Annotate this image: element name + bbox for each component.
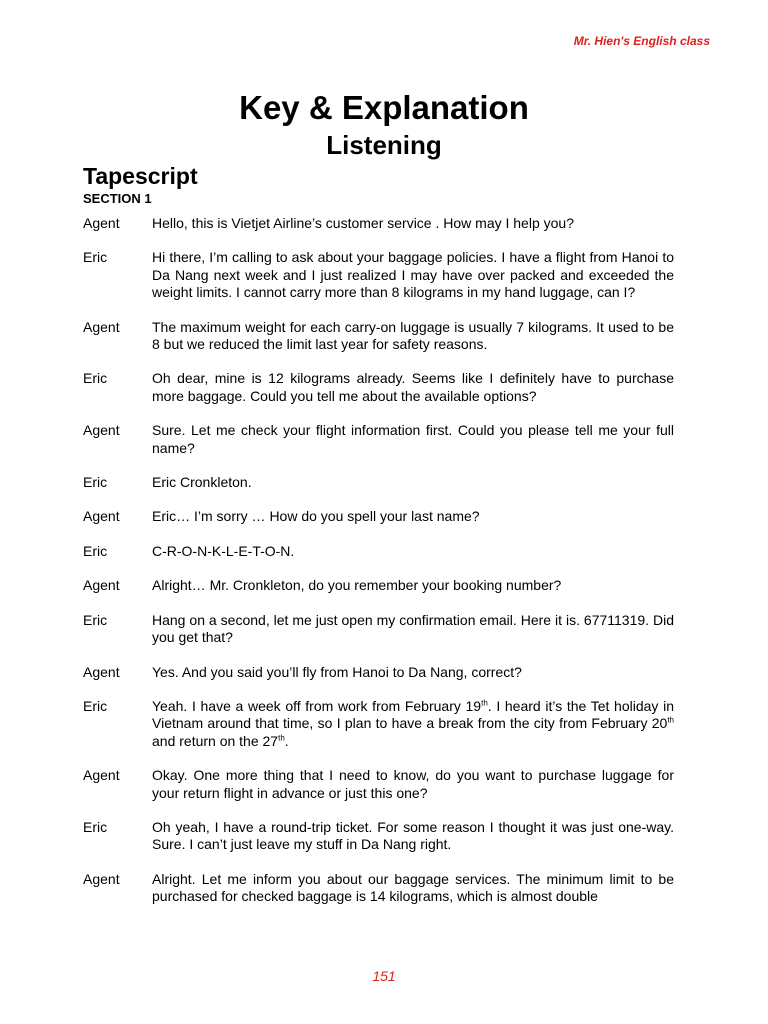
speaker-name: Agent <box>83 870 120 887</box>
speaker-name: Eric <box>83 542 108 559</box>
dialogue-turn <box>83 249 674 301</box>
dialogue-turn <box>83 370 674 405</box>
line-text: Hang on a second, let me just open my confirmation email. Here it is. 67711319. Did you get that? <box>152 611 674 646</box>
speaker-line <box>152 508 674 525</box>
line-text: Oh dear, mine is 12 kilograms already. Seems like I definitely have to purchase more baggage. Could you tell me about the available options? <box>152 370 674 404</box>
speaker-line <box>152 370 674 405</box>
line-text: Alright. Let me inform you about our baggage services. The minimum limit to be purchased for checked baggage is 14 kilograms, which is almost double <box>152 870 674 905</box>
speaker-line <box>152 698 674 750</box>
dialogue-turn <box>83 577 674 594</box>
dialogue-turn <box>83 474 674 491</box>
line-text: Hi there, I’m calling to ask about your baggage policies. I have a flight from Hanoi to Da Nang next week and I just realized I may have over packed and exceeded the weight limits. I cannot carry more than 8 kilograms in my hand luggage, can I? <box>152 249 674 301</box>
speaker-name: Agent <box>83 318 120 335</box>
dialogue-turn <box>83 664 674 681</box>
speaker-name: Agent <box>83 767 120 784</box>
speaker-line <box>152 543 674 560</box>
ordinal-suffix: th <box>667 715 674 725</box>
speaker-name: Agent <box>83 422 120 439</box>
speaker-name: Agent <box>83 215 120 231</box>
line-text: Eric… I’m sorry … How do you spell your last name? <box>152 508 480 525</box>
page-subtitle: Listening <box>326 130 442 160</box>
dialogue-turn <box>83 215 674 232</box>
speaker-line <box>152 664 674 681</box>
speaker-line <box>152 871 674 906</box>
dialogue-turn <box>83 698 674 750</box>
line-text: The maximum weight for each carry-on luggage is usually 7 kilograms. It used to be 8 but we reduced the limit last year for safety reasons. <box>152 318 674 353</box>
section-heading: Tapescript <box>83 163 198 189</box>
page-title: Key & Explanation <box>239 89 529 126</box>
speaker-line <box>152 422 674 457</box>
dialogue-turn <box>83 767 674 802</box>
speaker-name: Eric <box>83 697 108 714</box>
line-text: Eric Cronkleton. <box>152 474 252 491</box>
line-text: Alright… Mr. Cronkleton, do you remember your booking number? <box>152 577 562 594</box>
speaker-line <box>152 819 674 854</box>
line-text: Hello, this is Vietjet Airline’s customer service . How may I help you? <box>152 215 574 231</box>
header-note: Mr. Hien's English class <box>573 34 710 48</box>
speaker-line <box>152 577 674 594</box>
dialogue-turn <box>83 422 674 457</box>
dialogue-turn <box>83 543 674 560</box>
line-text: Sure. Let me check your flight information first. Could you please tell me your full name? <box>152 422 674 456</box>
section-label: SECTION 1 <box>83 191 152 206</box>
speaker-line <box>152 319 674 354</box>
line-text: Yes. And you said you’ll fly from Hanoi to Da Nang, correct? <box>152 663 522 680</box>
speaker-name: Agent <box>83 577 120 594</box>
dialogue-turn <box>83 319 674 354</box>
speaker-name: Eric <box>83 249 108 266</box>
line-text: Oh yeah, I have a round-trip ticket. For some reason I thought it was just one-way. Sure. I can’t just leave my stuff in Da Nang right. <box>152 818 674 853</box>
dialogue-turn <box>83 819 674 854</box>
page-number: 151 <box>372 968 396 984</box>
dialogue-turn <box>83 871 674 906</box>
dialogue-turn <box>83 612 674 647</box>
speaker-line <box>152 474 674 491</box>
speaker-name: Eric <box>83 818 108 835</box>
speaker-line <box>152 767 674 802</box>
line-text: Yeah. I have a week off from work from February 19 <box>152 697 482 714</box>
speaker-name: Eric <box>83 611 108 628</box>
speaker-line <box>152 215 674 232</box>
line-text: . <box>284 732 289 749</box>
line-text: . I heard it’s the Tet holiday in Vietnam around that time, so I plan to have a break from the city from February 20 <box>152 697 674 732</box>
speaker-line <box>152 249 674 301</box>
dialogue-turn <box>83 508 674 525</box>
speaker-name: Agent <box>83 508 120 525</box>
line-text: and return on the 27 <box>152 732 279 749</box>
line-text: C-R-O-N-K-L-E-T-O-N. <box>152 542 295 559</box>
speaker-name: Agent <box>83 663 120 680</box>
speaker-line <box>152 612 674 647</box>
line-text: Okay. One more thing that I need to know, do you want to purchase luggage for your return flight in advance or just this one? <box>152 767 674 801</box>
dialogue-transcript <box>83 215 674 923</box>
speaker-name: Eric <box>83 370 108 387</box>
speaker-name: Eric <box>83 474 108 491</box>
ordinal-suffix: th <box>481 698 488 708</box>
ordinal-suffix: th <box>278 733 285 743</box>
